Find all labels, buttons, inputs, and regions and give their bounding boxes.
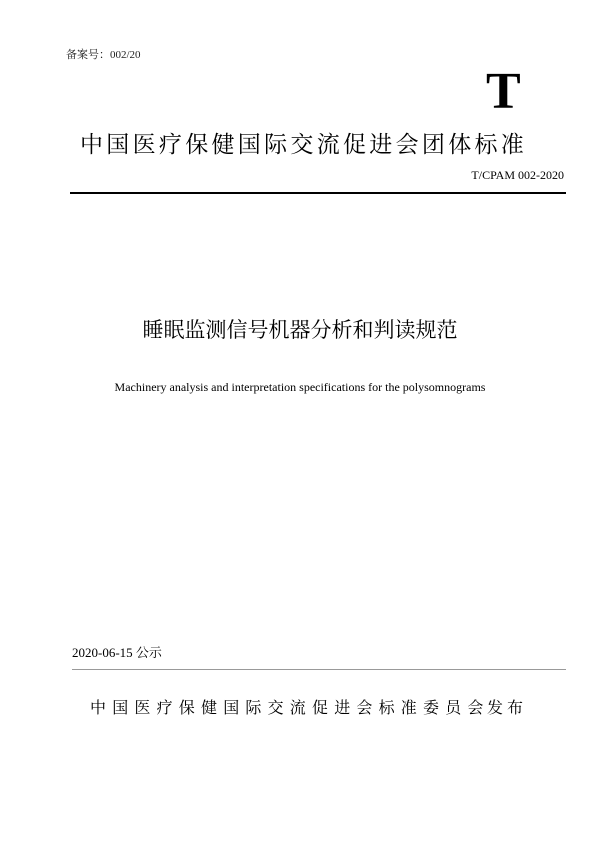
document-title-cn: 睡眠监测信号机器分析和判读规范: [142, 318, 458, 342]
document-title-en: Machinery analysis and interpretation specifications for the polysomnograms: [114, 380, 486, 394]
standard-type-mark: T: [486, 63, 521, 120]
header-divider: [70, 192, 566, 194]
standard-code: T/CPAM 002-2020: [471, 168, 564, 182]
organization-standard-heading: 中国医疗保健国际交流促进会团体标准: [80, 132, 528, 158]
publisher: 中国医疗保健国际交流促进会标准委员会: [90, 698, 490, 717]
publish-label: 发布: [487, 698, 528, 717]
footer-divider: [72, 669, 566, 670]
record-number: 备案号：002/20: [66, 49, 141, 61]
publication-date: 2020-06-15 公示: [72, 645, 162, 660]
